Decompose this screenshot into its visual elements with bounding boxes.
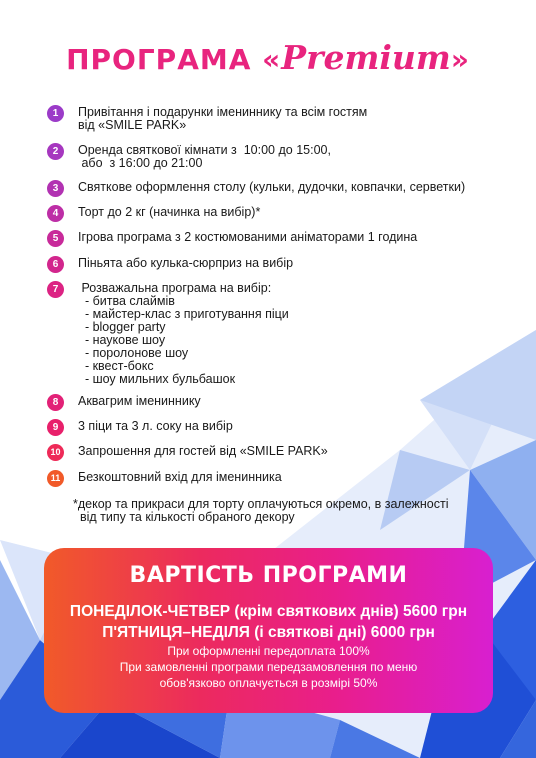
item-text: Привітання і подарунки імениннику та всім гостям від «SMILE PARK» [78, 105, 368, 132]
item-number-badge: 6 [47, 256, 64, 273]
page-title [0, 38, 536, 77]
item-number-badge: 10 [47, 444, 64, 461]
item-text: Запрошення для гостей від «SMILE PARK» [78, 444, 328, 458]
menu-note-2: обов'язково оплачується в розмірі 50% [159, 676, 378, 690]
item-text: Святкове оформлення столу (кульки, дудочки, ковпачки, серветки) [78, 180, 466, 194]
item-text: Безкоштовний вхід для іменинника [78, 470, 282, 484]
menu-note-1: При замовленні програми передзамовлення по меню [119, 660, 418, 674]
item-number-badge: 9 [47, 419, 64, 436]
item-number-badge: 4 [47, 205, 64, 222]
item-number-badge: 11 [47, 470, 64, 487]
decor-note: *декор та прикраси для торту оплачуються окремо, в залежності від типу та кількості обраного декору [73, 497, 449, 524]
price-weekday: ПОНЕДІЛОК-ЧЕТВЕР (крім святкових днів) 5600 грн [69, 603, 468, 620]
pricing-box [44, 548, 493, 713]
item-text: Оренда святкової кімнати з 10:00 до 15:00, або з 16:00 до 21:00 [78, 143, 331, 170]
item-number-badge: 7 [47, 281, 64, 298]
title-main: ПРОГРАМА « [66, 43, 282, 76]
prepay-note: При оформленні передоплата 100% [167, 644, 370, 658]
price-weekend: П'ЯТНИЦЯ–НЕДІЛЯ (і святкові дні) 6000 грн [102, 624, 435, 641]
item-text: 3 піци та 3 л. соку на вибір [78, 419, 233, 433]
item-number-badge: 8 [47, 394, 64, 411]
item-number-badge: 2 [47, 143, 64, 160]
item-text: Піньята або кулька-сюрприз на вибір [78, 256, 294, 270]
item-text: Аквагрим імениннику [78, 394, 201, 408]
item-text: Торт до 2 кг (начинка на вибір)* [78, 205, 261, 219]
pricing-heading: ВАРТІСТЬ ПРОГРАМИ [129, 563, 408, 588]
item-number-badge: 5 [47, 230, 64, 247]
title-close: » [450, 43, 470, 76]
item-text: Ігрова програма з 2 костюмованими аніматорами 1 година [78, 230, 418, 244]
item-text: Розважальна програма на вибір: - битва слаймів - майстер-клас з приготування піци - blogger party - наукове шоу - поролонове шоу - квест-бокс - шоу мильних бульбашок [81, 281, 289, 386]
item-number-badge: 1 [47, 105, 64, 122]
title-script: Premium [281, 38, 451, 77]
item-number-badge: 3 [47, 180, 64, 197]
